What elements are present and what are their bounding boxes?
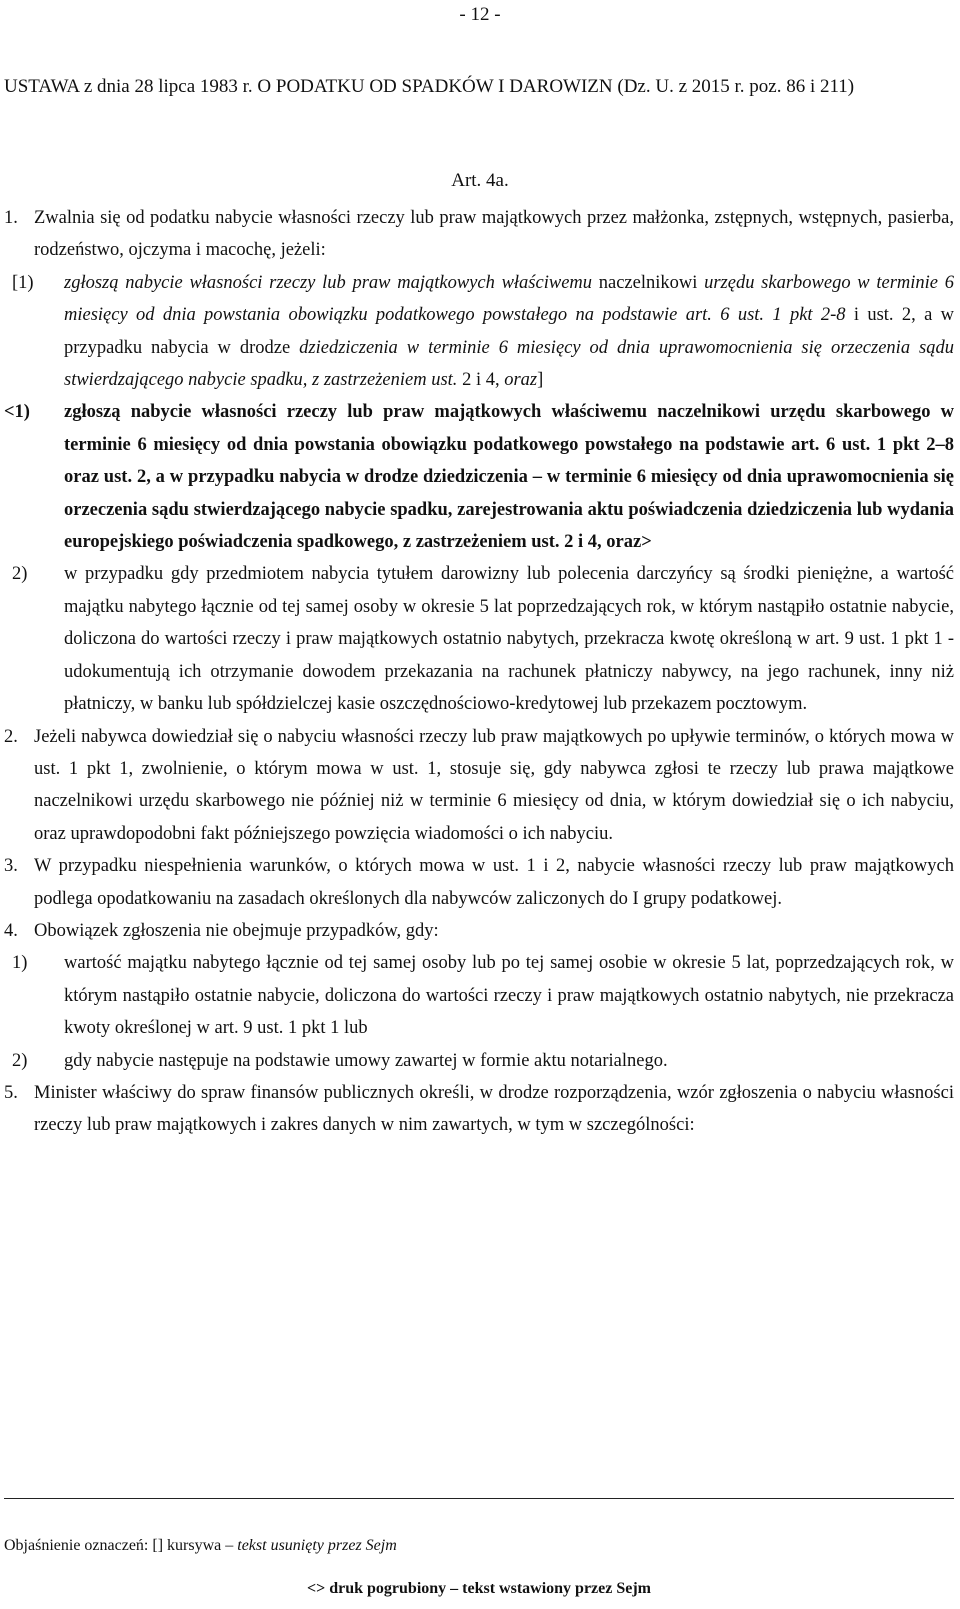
paragraph-2-label: 2.: [4, 726, 18, 747]
deleted-text: dziedziczenia w terminie 6 miesięcy od dnia uprawomocnienia się orzeczenia sądu stwierdzającego nabycie spadku, z zastrzeżeniem ust.: [64, 337, 954, 391]
paragraph-1-label: 1.: [4, 208, 18, 228]
item-1-deleted-label: [1): [12, 272, 34, 293]
legend-deleted-mark: [] kursywa: [152, 1537, 222, 1554]
item-2: [4, 558, 954, 720]
paragraph-4-item-1-label: 1): [12, 953, 28, 974]
item-2-text: w przypadku gdy przedmiotem nabycia tytułem darowizny lub polecenia darczyńcy są środki pieniężne, a wartość majątku nabytego łącznie od tej samej osoby w okresie 5 lat poprzedzających rok, w którym nastąpiło ostatnie nabycie, doliczona do wartości rzeczy i praw majątkowych ostatnio nabytych, przekracza kwotę określoną w art. 9 ust. 1 pkt 1 - udokumentują ich otrzymanie dowodem przekazania na rachunek płatniczy nabywcy, na jego rachunek, inny niż płatniczy, w banku lub spółdzielczej kasie oszczędnościowo-kredytowej lub przekazem pocztowym.: [64, 564, 954, 715]
paragraph-5-label: 5.: [4, 1082, 18, 1103]
paragraph-4-item-2-label: 2): [12, 1050, 28, 1071]
item-1-inserted-text: zgłoszą nabycie własności rzeczy lub praw majątkowych właściwemu naczelnikowi urzędu skarbowego w terminie 6 miesięcy od dnia powstania obowiązku podatkowego powstałego na podstawie art. 6 ust. 1 pkt 2–8 oraz ust. 2, a w przypadku nabycia w drodze dziedziczenia – w terminie 6 miesięcy od dnia uprawomocnienia się orzeczenia sądu stwierdzającego nabycie spadku, zarejestrowania aktu poświadczenia dziedziczenia lub wydania europejskiego poświadczenia spadkowego, z zastrzeżeniem ust. 2 i 4, oraz>: [64, 402, 954, 553]
item-1-inserted-label: <1): [4, 402, 30, 423]
paragraph-3: [4, 850, 954, 915]
paragraph-5: [4, 1077, 954, 1142]
plain-text: i ust. 2, a w przypadku nabycia w drodze: [64, 305, 954, 358]
item-1-deleted: [4, 267, 954, 397]
paragraph-4-item-2-text: gdy nabycie następuje na podstawie umowy zawartej w formie aktu notarialnego.: [64, 1050, 668, 1071]
item-2-label: 2): [12, 564, 28, 585]
footer-divider: [4, 1498, 954, 1499]
legend-dash: –: [221, 1537, 238, 1554]
paragraph-1-text: Zwalnia się od podatku nabycie własności rzeczy lub praw majątkowych przez małżonka, zstępnych, wstępnych, pasierba, rodzeństwo, ojczyma i macochę, jeżeli:: [34, 208, 954, 261]
item-1-inserted: [4, 396, 954, 558]
paragraph-3-label: 3.: [4, 856, 18, 877]
page-number: - 12 -: [459, 4, 501, 25]
paragraph-1: [4, 202, 954, 267]
paragraph-4: [4, 915, 954, 947]
article-body: [4, 202, 954, 1142]
paragraph-4-item-1: [4, 947, 954, 1044]
legend-deleted-desc: tekst usunięty przez Sejm: [237, 1537, 397, 1554]
paragraph-2: [4, 721, 954, 851]
deleted-text: urzędu skarbowego w terminie 6 miesięcy od dnia powstania obowiązku podatkowego powstałego na podstawie art. 6 ust. 1 pkt 2-8: [64, 272, 954, 326]
paragraph-5-text: Minister właściwy do spraw finansów publicznych określi, w drodze rozporządzenia, wzór zgłoszenia o nabyciu własności rzeczy lub praw majątkowych i zakres danych w nim zawartych, w tym w szczególności:: [34, 1082, 954, 1136]
deleted-text: oraz: [504, 370, 538, 391]
paragraph-4-item-2: [4, 1045, 954, 1077]
paragraph-4-label: 4.: [4, 920, 18, 941]
plain-text: naczelnikowi: [592, 272, 705, 293]
plain-text: ]: [537, 370, 544, 391]
legend-deleted: [4, 1537, 954, 1555]
paragraph-4-item-1-text: wartość majątku nabytego łącznie od tej samej osoby lub po tej samej osobie w okresie 5 lat, poprzedzających rok, w którym nastąpiło ostatnie nabycie, doliczona do wartości rzeczy i praw majątkowych ostatnio nabytych, nie przekracza kwoty określonej w art. 9 ust. 1 pkt 1 lub: [64, 953, 954, 1039]
deleted-text: zgłoszą nabycie własności rzeczy lub praw majątkowych właściwemu: [64, 272, 593, 293]
plain-text: 2 i 4,: [457, 370, 505, 391]
article-heading: Art. 4a.: [451, 170, 509, 191]
document-title: USTAWA z dnia 28 lipca 1983 r. O PODATKU OD SPADKÓW I DAROWIZN (Dz. U. z 2015 r. poz. 86 i 211): [4, 76, 855, 97]
legend-inserted: <> druk pogrubiony – tekst wstawiony przez Sejm: [306, 1580, 652, 1597]
paragraph-2-text: Jeżeli nabywca dowiedział się o nabyciu własności rzeczy lub praw majątkowych po upływie terminów, o których mowa w ust. 1 pkt 1, zwolnienie, o którym mowa w ust. 1, stosuje się, gdy nabywca zgłosi te rzeczy lub prawa majątkowe naczelnikowi urzędu skarbowego nie później niż w terminie 6 miesięcy od dnia, w którym dowiedział się o ich nabyciu, oraz uprawdopodobni fakt późniejszego powzięcia wiadomości o ich nabyciu.: [34, 726, 954, 844]
paragraph-3-text: W przypadku niespełnienia warunków, o których mowa w ust. 1 i 2, nabycie własności rzeczy lub praw majątkowych podlega opodatkowaniu na zasadach określonych dla nabywców zaliczonych do I grupy podatkowej.: [34, 856, 954, 909]
paragraph-4-text: Obowiązek zgłoszenia nie obejmuje przypadków, gdy:: [34, 920, 439, 941]
legend-prefix: Objaśnienie oznaczeń:: [4, 1537, 149, 1554]
